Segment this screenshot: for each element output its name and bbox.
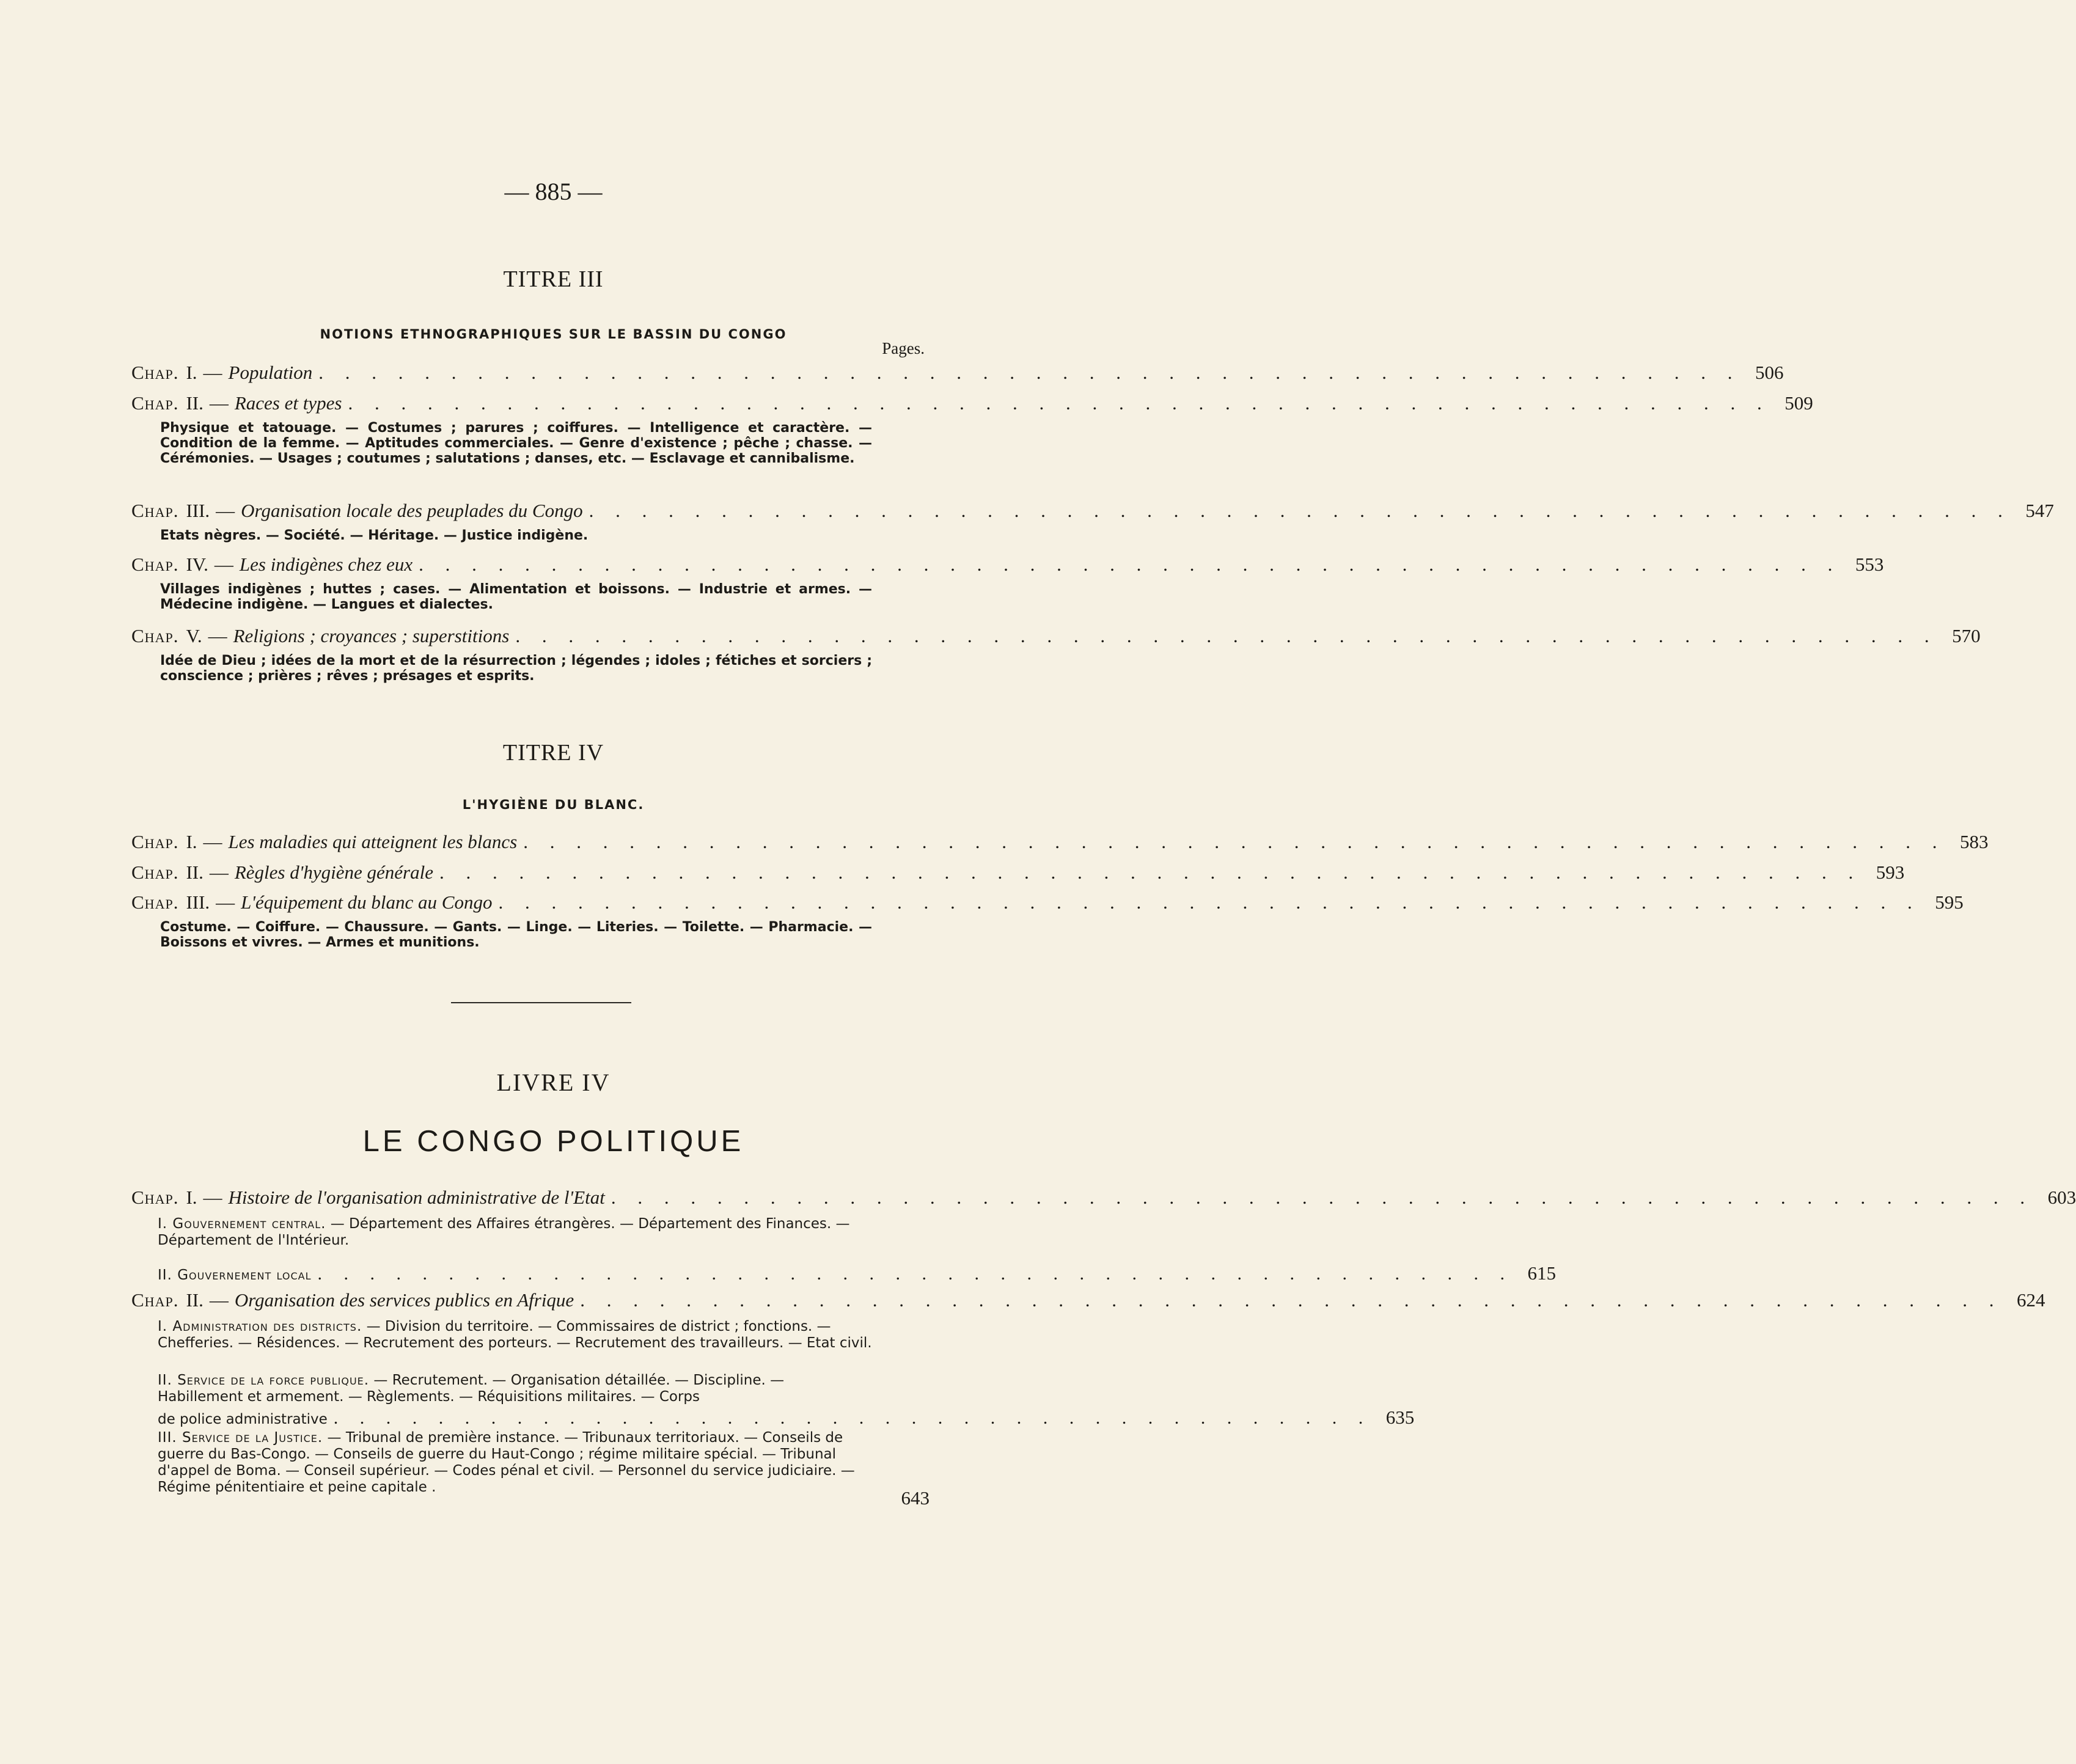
page-ref: 553 xyxy=(1855,554,1884,575)
section-divider xyxy=(451,1002,631,1003)
chap-label: Chap. xyxy=(131,554,179,575)
section-text: — Département des Affaires étrangères. — Département des Finances. — Département de l'Intérieur. xyxy=(158,1216,850,1248)
chap-label: Chap. xyxy=(131,500,179,521)
chap-title: Population xyxy=(228,362,313,383)
toc-entry: Chap. I. — Histoire de l'organisation administrative de l'Etat . . . . . . . . . . . . . . . . . . . . . . . . . . . . . . . . . . . . . . . . . . . . . . . . . . . . . . 603 xyxy=(131,1187,2076,1208)
toc-entry: Chap. I. — Les maladies qui atteignent les blancs . . . . . . . . . . . . . . . . . . . . . . . . . . . . . . . . . . . . . . . . . . . . . . . . . . . . . . 583 xyxy=(131,831,1989,852)
chap-title: Organisation des services publics en Afrique xyxy=(234,1289,574,1311)
titre-4-subheading: L'HYGIÈNE DU BLANC. xyxy=(462,797,645,812)
chap-number: I. xyxy=(186,1187,197,1208)
section-label: I. Gouvernement central. xyxy=(158,1216,326,1232)
page-ref: 509 xyxy=(1784,392,1813,414)
toc-entry: Chap. II. — Organisation des services publics en Afrique . . . . . . . . . . . . . . . . . . . . . . . . . . . . . . . . . . . . . . . . . . . . . . . . . . . . . . 624 xyxy=(131,1289,2045,1311)
page-ref: 595 xyxy=(1935,891,1964,913)
chap-title: Les maladies qui atteignent les blancs xyxy=(228,831,518,852)
chap-title: Races et types xyxy=(234,392,342,414)
chap-number: III. xyxy=(186,891,210,913)
section-entry xyxy=(158,1430,870,1496)
toc-entry: Chap. II. — Races et types . . . . . . . . . . . . . . . . . . . . . . . . . . . . . . . . . . . . . . . . . . . . . . . . . . . . . . 509 xyxy=(131,392,1813,414)
page-ref: 603 xyxy=(2047,1187,2076,1208)
chap-label: Chap. xyxy=(131,1289,179,1311)
chap-label: Chap. xyxy=(131,625,179,646)
page-ref: 635 xyxy=(1385,1407,1415,1428)
titre-3-heading: TITRE III xyxy=(503,266,604,292)
chap-number: V. xyxy=(186,625,202,646)
chap-description: Villages indigènes ; huttes ; cases. — Alimentation et boissons. — Industrie et armes. — Médecine indigène. — Langues et dialectes. xyxy=(160,582,872,612)
page-ref: 570 xyxy=(1952,625,1981,646)
page-number: — 885 — xyxy=(504,178,603,205)
page-ref: 624 xyxy=(2016,1289,2045,1311)
chap-description: Etats nègres. — Société. — Héritage. — Justice indigène. xyxy=(160,528,589,543)
toc-entry: Chap. I. — Population . . . . . . . . . . . . . . . . . . . . . . . . . . . . . . . . . . . . . . . . . . . . . . . . . . . . . . 506 xyxy=(131,362,1784,383)
chap-label: Chap. xyxy=(131,392,179,414)
chap-number: III. xyxy=(186,500,210,521)
toc-entry: Chap. IV. — Les indigènes chez eux . . . . . . . . . . . . . . . . . . . . . . . . . . . . . . . . . . . . . . . . . . . . . . . . . . . . . . 553 xyxy=(131,554,1884,575)
page-ref: 615 xyxy=(1527,1262,1557,1284)
chap-title: Organisation locale des peuplades du Congo xyxy=(241,500,583,521)
page-ref: 506 xyxy=(1755,362,1784,383)
section-entry xyxy=(158,1372,873,1405)
section-entry-continuation: de police administrative . . . . . . . . . . . . . . . . . . . . . . . . . . . . . . . . . . . . . . . . 635 xyxy=(158,1407,1415,1428)
toc-entry: Chap. V. — Religions ; croyances ; superstitions . . . . . . . . . . . . . . . . . . . . . . . . . . . . . . . . . . . . . . . . . . . . . . . . . . . . . . 570 xyxy=(131,625,1981,646)
section-label: I. Administration des districts. xyxy=(158,1319,362,1334)
section-label: II. Gouvernement local xyxy=(158,1267,312,1283)
toc-entry: Chap. II. — Règles d'hygiène générale . . . . . . . . . . . . . . . . . . . . . . . . . . . . . . . . . . . . . . . . . . . . . . . . . . . . . . 593 xyxy=(131,862,1905,883)
section-entry: II. Gouvernement local . . . . . . . . . . . . . . . . . . . . . . . . . . . . . . . . . . . . . . . . . . . . . . 615 xyxy=(158,1262,1557,1284)
chap-title: Histoire de l'organisation administrative de l'Etat xyxy=(228,1187,605,1208)
chap-label: Chap. xyxy=(131,1187,179,1208)
section-text: — Recrutement. — Organisation détaillée. — Discipline. — Habillement et armement. — Règlements. — Réquisitions militaires. — Corps xyxy=(158,1372,785,1405)
chap-number: II. xyxy=(186,862,204,883)
section-text: — Tribunal de première instance. — Tribunaux territoriaux. — Conseils de guerre du Bas-Congo. — Conseils de guerre du Haut-Congo ; régime militaire spécial. — Tribunal d'appel de Boma. — Conseil supérieur. — Codes pénal et civil. — Personnel du service judiciaire. — Régime pénitentiaire et peine capitale . xyxy=(158,1430,855,1495)
chap-number: I. xyxy=(186,362,197,383)
chap-title: L'équipement du blanc au Congo xyxy=(241,891,493,913)
section-entry xyxy=(158,1216,873,1249)
chap-number: II. xyxy=(186,1289,204,1311)
section-text: — Division du territoire. — Commissaires de district ; fonctions. — Chefferies. — Résidences. — Recrutement des porteurs. — Recrutement des travailleurs. — Etat civil. xyxy=(158,1319,872,1351)
chap-description: Physique et tatouage. — Costumes ; parures ; coiffures. — Intelligence et caractère. — Condition de la femme. — Aptitudes commerciales. — Genre d'existence ; pêche ; chasse. — Cérémonies. — Usages ; coutumes ; salutations ; danses, etc. — Esclavage et cannibalisme. xyxy=(160,420,872,466)
titre-3-subheading: NOTIONS ETHNOGRAPHIQUES SUR LE BASSIN DU CONGO xyxy=(320,327,787,342)
section-entry xyxy=(158,1319,873,1352)
chap-title: Règles d'hygiène générale xyxy=(234,862,433,883)
section-label: III. Service de la Justice. xyxy=(158,1430,323,1446)
chap-label: Chap. xyxy=(131,862,179,883)
page-ref: 547 xyxy=(2025,500,2054,521)
section-label: II. Service de la force publique. xyxy=(158,1372,370,1388)
chap-description: Costume. — Coiffure. — Chaussure. — Gants. — Linge. — Literies. — Toilette. — Pharmacie. — Boissons et vivres. — Armes et munitions. xyxy=(160,920,872,950)
chap-label: Chap. xyxy=(131,831,179,852)
livre-title: LE CONGO POLITIQUE xyxy=(362,1125,744,1158)
section-text-end: de police administrative xyxy=(158,1411,328,1427)
toc-entry: Chap. III. — Organisation locale des peuplades du Congo . . . . . . . . . . . . . . . . . . . . . . . . . . . . . . . . . . . . . . . . . . . . . . . . . . . . . . 547 xyxy=(131,500,2054,521)
livre-heading: LIVRE IV xyxy=(496,1069,611,1096)
page-ref: 593 xyxy=(1876,862,1905,883)
chap-number: I. xyxy=(186,831,197,852)
chap-label: Chap. xyxy=(131,891,179,913)
page-ref: 643 xyxy=(901,1487,930,1509)
chap-label: Chap. xyxy=(131,362,179,383)
toc-entry: Chap. III. — L'équipement du blanc au Congo . . . . . . . . . . . . . . . . . . . . . . . . . . . . . . . . . . . . . . . . . . . . . . . . . . . . . . 595 xyxy=(131,891,1964,913)
chap-title: Les indigènes chez eux xyxy=(239,554,413,575)
chap-description: Idée de Dieu ; idées de la mort et de la résurrection ; légendes ; idoles ; fétiches et sorciers ; conscience ; prières ; rêves ; présages et esprits. xyxy=(160,653,872,684)
page-ref: 583 xyxy=(1959,831,1989,852)
chap-number: IV. xyxy=(186,554,208,575)
chap-title: Religions ; croyances ; superstitions xyxy=(233,625,510,646)
chap-number: II. xyxy=(186,392,204,414)
titre-4-heading: TITRE IV xyxy=(502,740,604,766)
pages-column-label: Pages. xyxy=(882,339,925,357)
